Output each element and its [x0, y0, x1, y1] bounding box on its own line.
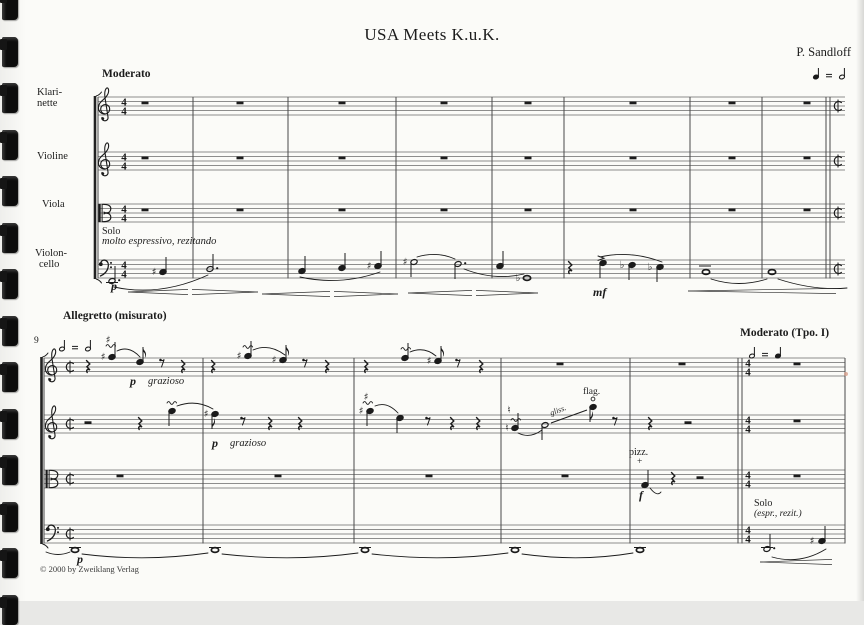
whole-rest: [804, 102, 811, 105]
flageolet-marking: flag.: [583, 387, 601, 397]
bass-clef-dot: [110, 262, 112, 264]
natural-accidental: ♮: [505, 423, 509, 434]
whole-rest: [729, 209, 736, 212]
whole-rest: [729, 102, 736, 105]
whole-note: [361, 548, 368, 553]
trill-wavy: [401, 348, 411, 351]
whole-rest: [441, 157, 448, 160]
scan-artifact: [844, 372, 848, 376]
whole-rest: [237, 209, 244, 212]
time-signature-denominator: 4: [121, 268, 127, 281]
flat-accidental: ♭: [619, 260, 625, 271]
whole-rest: [339, 102, 346, 105]
half-rest: [697, 476, 704, 479]
time-signature-denominator: 4: [745, 478, 751, 491]
bass-clef-dot: [110, 266, 112, 268]
sharp-accidental: ♯: [402, 257, 408, 268]
crescendo-hairpin: [688, 288, 836, 291]
whole-note: [768, 270, 775, 275]
whole-rest: [804, 209, 811, 212]
time-signature-denominator: 4: [745, 423, 751, 436]
binding-comb: [2, 316, 18, 346]
trill-wavy: [106, 345, 116, 348]
dynamic-p-klarinette: p: [130, 374, 136, 388]
whole-rest: [441, 102, 448, 105]
measure-number: 9: [34, 336, 39, 346]
slur-tie: [522, 553, 633, 558]
sharp-accidental: ♯: [366, 261, 372, 272]
whole-rest: [557, 363, 564, 366]
pizzicato-marking: pizz.: [629, 447, 649, 458]
whole-rest: [794, 475, 801, 478]
sharp-accidental: ♯: [203, 409, 209, 420]
sharp-accidental: ♯: [809, 536, 815, 547]
whole-rest: [562, 475, 569, 478]
sharp-accidental: ♯: [100, 352, 106, 363]
sharp-accidental: ♯: [151, 267, 157, 278]
whole-rest: [630, 209, 637, 212]
sharp-accidental: ♯: [105, 335, 111, 346]
dynamic-p-cello-1: p: [111, 279, 117, 293]
treble-clef: [48, 435, 51, 438]
instrument-label-klarinette-1: Klari-: [37, 87, 63, 98]
treble-clef: [98, 143, 109, 176]
slur-tie: [114, 275, 208, 290]
crescendo-hairpin: [760, 562, 832, 565]
solo-marking-cello: Solo: [102, 226, 121, 237]
left-hand-pizz-plus: +: [637, 457, 643, 467]
dynamic-p-violine: p: [212, 436, 218, 450]
slur-tie: [417, 254, 455, 259]
instrument-label-violoncello-1: Violon-: [35, 248, 68, 259]
whole-rest: [237, 102, 244, 105]
time-signature-denominator: 4: [121, 212, 127, 225]
whole-rest: [142, 209, 149, 212]
slur-tie: [600, 254, 662, 262]
binding-comb: [2, 0, 18, 20]
augmentation-dot: [464, 262, 466, 264]
whole-rest: [237, 157, 244, 160]
half-rest: [685, 421, 692, 424]
whole-rest: [525, 102, 532, 105]
trill-wavy: [167, 402, 177, 405]
decrescendo-hairpin: [476, 290, 538, 293]
time-signature-numerator: 4: [745, 414, 751, 427]
copyright-notice: © 2000 by Zweiklang Verlag: [40, 564, 139, 574]
grazioso-klarinette: grazioso: [148, 376, 185, 387]
crescendo-hairpin: [262, 291, 330, 294]
whole-rest: [729, 157, 736, 160]
slur-tie: [82, 553, 208, 558]
binding-comb: [2, 83, 18, 113]
eighth-rest: [457, 359, 461, 367]
time-signature-numerator: 4: [745, 469, 751, 482]
treble-clef: [48, 378, 51, 381]
instrument-label-violine: Violine: [37, 151, 68, 162]
quarter-rest: [569, 262, 573, 274]
augmentation-dot: [118, 279, 120, 281]
piece-title: USA Meets K.u.K.: [364, 25, 500, 44]
crescendo-hairpin: [128, 292, 188, 295]
dynamic-f-viola: f: [639, 488, 643, 502]
treble-clef: [101, 172, 104, 175]
time-signature-numerator: 4: [121, 203, 127, 216]
bass-clef-dot: [57, 527, 59, 529]
eighth-rest: [304, 359, 308, 367]
system-bracket: [94, 96, 97, 279]
time-signature-numerator: 4: [745, 357, 751, 370]
flat-accidental: ♭: [647, 262, 653, 273]
natural-accidental: ♮: [507, 405, 511, 416]
slur-tie: [375, 405, 398, 413]
sharp-accidental: ♯: [236, 351, 242, 362]
slur-tie: [711, 279, 767, 284]
grazioso-violine: grazioso: [230, 438, 267, 449]
dynamic-p-cello-2: p: [77, 552, 83, 566]
dynamic-mf-cello: mf: [593, 285, 607, 299]
whole-rest: [794, 420, 801, 423]
time-signature-denominator: 4: [121, 105, 127, 118]
expression-marking-cello: molto espressivo, rezitando: [102, 236, 217, 247]
whole-note: [511, 548, 518, 553]
whole-rest: [794, 363, 801, 366]
time-signature-denominator: 4: [121, 160, 127, 173]
slur-tie: [253, 347, 285, 355]
whole-rest: [339, 209, 346, 212]
time-signature-denominator: 4: [745, 366, 751, 379]
slur-tie: [46, 552, 70, 555]
tempo-marking-moderato-tpo1: Moderato (Tpo. I): [740, 327, 830, 339]
slur-tie: [410, 350, 436, 356]
decrescendo-hairpin: [334, 294, 398, 297]
trill-wavy: [511, 419, 521, 422]
binding-comb: [2, 548, 18, 578]
crescendo-hairpin: [688, 291, 836, 294]
alto-clef: [46, 470, 48, 488]
whole-note: [702, 270, 709, 275]
whole-rest: [142, 102, 149, 105]
harmonic-circle: [591, 397, 595, 401]
decrescendo-hairpin: [192, 292, 258, 295]
binding-comb: [2, 362, 18, 392]
binding-comb: [2, 502, 18, 532]
slur-tie: [222, 553, 358, 558]
time-signature-numerator: 4: [121, 259, 127, 272]
binding-comb: [2, 176, 18, 206]
crescendo-hairpin: [408, 293, 472, 296]
slur-tie: [650, 488, 661, 494]
whole-rest: [525, 157, 532, 160]
slur-tie: [372, 553, 508, 558]
flat-accidental: ♭: [515, 273, 521, 284]
whole-note: [211, 548, 218, 553]
alto-clef: [99, 204, 101, 222]
system-bracket: [40, 357, 43, 544]
crescendo-hairpin: [262, 294, 330, 297]
half-rest: [85, 421, 92, 424]
whole-rest: [275, 475, 282, 478]
decrescendo-hairpin: [334, 291, 398, 294]
alto-clef: [102, 204, 103, 222]
tempo-marking-moderato: Moderato: [102, 68, 151, 80]
time-signature-denominator: 4: [745, 533, 751, 546]
binding-comb: [2, 223, 18, 253]
sharp-accidental: ♯: [271, 355, 277, 366]
instrument-label-klarinette-2: nette: [37, 98, 58, 109]
decrescendo-hairpin: [192, 289, 258, 292]
time-signature-numerator: 4: [121, 96, 127, 109]
page-right-edge-shade: [856, 0, 864, 601]
alto-clef: [49, 470, 50, 488]
treble-clef: [98, 88, 109, 121]
crescendo-hairpin: [408, 290, 472, 293]
whole-rest: [426, 475, 433, 478]
slur-tie: [117, 349, 140, 357]
solo-marking-cello-2: Solo: [754, 498, 773, 509]
eighth-rest: [161, 359, 165, 367]
whole-rest: [117, 475, 124, 478]
decrescendo-hairpin: [476, 293, 538, 296]
sharp-accidental: ♯: [426, 356, 432, 367]
time-signature-numerator: 4: [745, 524, 751, 537]
time-signature-numerator: 4: [121, 151, 127, 164]
slur-tie: [778, 279, 847, 289]
binding-comb: [2, 455, 18, 485]
binding-comb: [2, 130, 18, 160]
treble-clef: [45, 406, 56, 439]
bracket-hook-top: [96, 92, 101, 96]
binding-comb: [2, 595, 18, 625]
instrument-label-viola: Viola: [42, 199, 65, 210]
composer-name: P. Sandloff: [796, 45, 851, 59]
sharp-accidental: ♯: [363, 392, 369, 403]
espr-rezit-marking: (espr., rezit.): [754, 509, 802, 519]
whole-note: [636, 548, 643, 553]
whole-rest: [630, 102, 637, 105]
whole-rest: [339, 157, 346, 160]
bracket-hook-bottom: [43, 544, 48, 548]
binding-comb: [2, 269, 18, 299]
whole-rest: [525, 209, 532, 212]
whole-rest: [142, 157, 149, 160]
whole-rest: [804, 157, 811, 160]
augmentation-dot: [773, 547, 775, 549]
binding-comb: [2, 409, 18, 439]
glissando-marking: gliss.: [548, 403, 568, 418]
bracket-hook-top: [43, 353, 48, 357]
whole-rest: [441, 209, 448, 212]
whole-rest: [679, 363, 686, 366]
bass-clef-dot: [57, 531, 59, 533]
bracket-hook-bottom: [96, 279, 101, 283]
whole-rest: [630, 157, 637, 160]
instrument-label-violoncello-2: cello: [39, 259, 60, 270]
slur-tie: [772, 549, 826, 560]
augmentation-dot: [216, 267, 218, 269]
sharp-accidental: ♯: [358, 406, 364, 417]
treble-clef: [101, 117, 104, 120]
tempo-marking-allegretto: Allegretto (misurato): [63, 310, 167, 322]
